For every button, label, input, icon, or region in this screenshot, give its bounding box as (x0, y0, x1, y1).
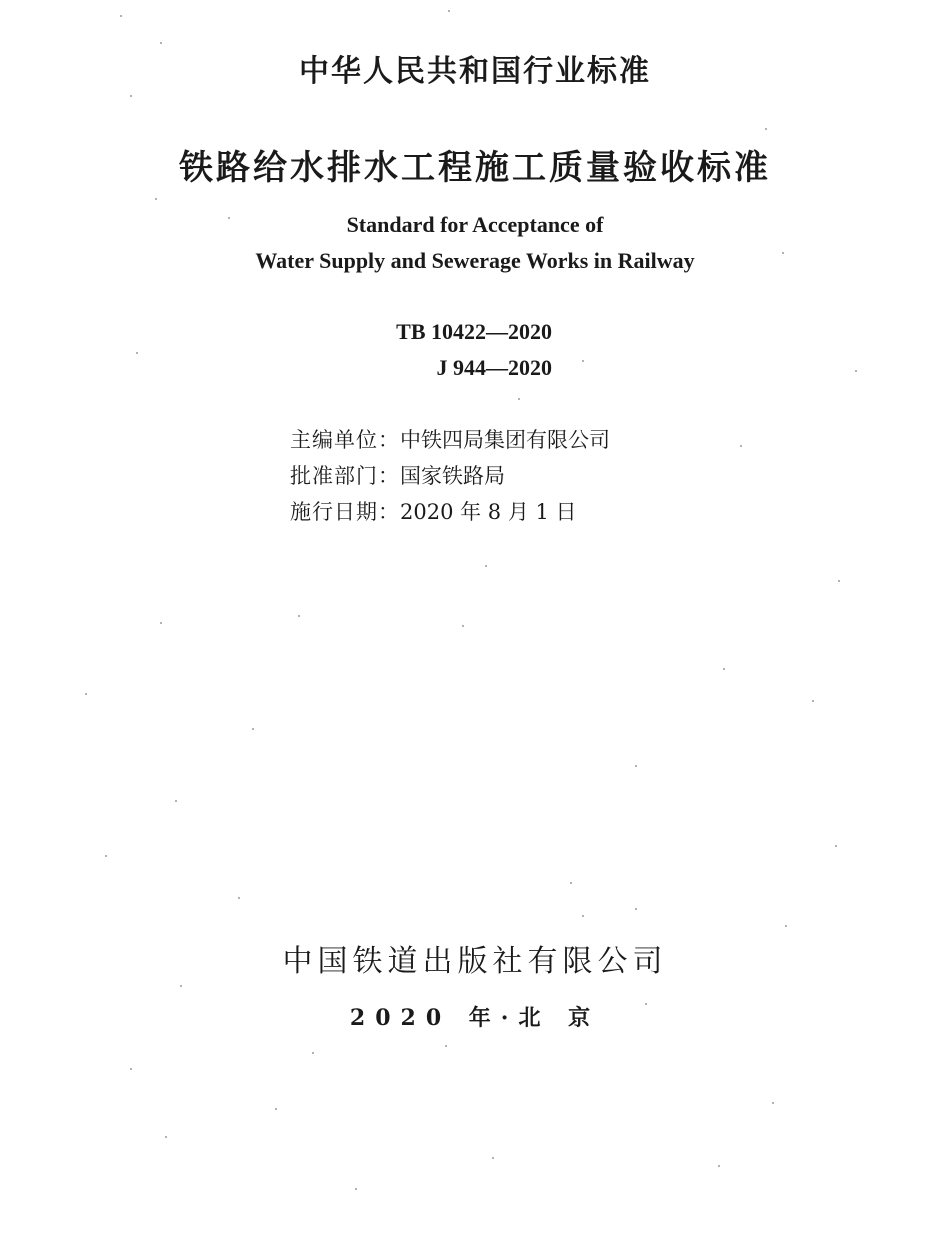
scan-speck (130, 95, 132, 97)
scan-speck (635, 765, 637, 767)
scan-speck (85, 693, 87, 695)
scan-speck (855, 370, 857, 372)
scan-speck (298, 615, 300, 617)
effective-date-label: 施行日期： (290, 500, 400, 524)
scan-speck (835, 845, 837, 847)
scan-speck (485, 565, 487, 567)
scan-speck (582, 360, 584, 362)
scan-speck (645, 1003, 647, 1005)
scan-speck (462, 625, 464, 627)
scan-speck (238, 897, 240, 899)
scan-speck (518, 398, 520, 400)
effective-date-value: 2020 年 8 月 1 日 (400, 500, 577, 524)
scan-speck (812, 700, 814, 702)
scan-speck (120, 15, 122, 17)
scan-speck (718, 1165, 720, 1167)
scan-speck (782, 252, 784, 254)
scan-speck (765, 128, 767, 130)
scan-speck (582, 915, 584, 917)
scan-speck (355, 1188, 357, 1190)
scan-speck (130, 1068, 132, 1070)
chinese-title: 铁路给水排水工程施工质量验收标准 (179, 148, 771, 188)
scan-speck (155, 198, 157, 200)
publication-date-place: 2020 年·北 京 (349, 1005, 601, 1031)
scan-speck (175, 800, 177, 802)
scan-speck (448, 10, 450, 12)
scan-speck (723, 668, 725, 670)
chief-editor-value: 中铁四局集团有限公司 (400, 428, 610, 452)
chief-editor-row (290, 424, 610, 454)
approval-department-value: 国家铁路局 (400, 464, 505, 488)
scan-speck (772, 1102, 774, 1104)
scan-speck (165, 1136, 167, 1138)
english-title-line-1: Standard for Acceptance of (346, 212, 604, 237)
scan-speck (838, 580, 840, 582)
scan-speck (312, 1052, 314, 1054)
j-record-code: J 944—2020 (436, 355, 552, 380)
scan-speck (105, 855, 107, 857)
scan-speck (740, 445, 742, 447)
scan-speck (136, 352, 138, 354)
scan-speck (275, 1108, 277, 1110)
scan-speck (180, 985, 182, 987)
scan-speck (492, 1157, 494, 1159)
scan-speck (570, 882, 572, 884)
standard-series-heading: 中华人民共和国行业标准 (299, 54, 651, 89)
english-title-line-2: Water Supply and Sewerage Works in Railway (255, 248, 695, 273)
scan-speck (160, 622, 162, 624)
chief-editor-label: 主编单位： (290, 428, 400, 452)
effective-date-row (290, 496, 577, 526)
scan-speck (228, 217, 230, 219)
scan-speck (635, 908, 637, 910)
scan-speck (785, 925, 787, 927)
scan-speck (252, 728, 254, 730)
scan-speck (160, 42, 162, 44)
approval-department-label: 批准部门： (290, 464, 400, 488)
tb-standard-code: TB 10422—2020 (396, 319, 552, 344)
approval-department-row (290, 460, 505, 490)
scan-speck (445, 1045, 447, 1047)
publisher-name: 中国铁道出版社有限公司 (282, 944, 668, 979)
